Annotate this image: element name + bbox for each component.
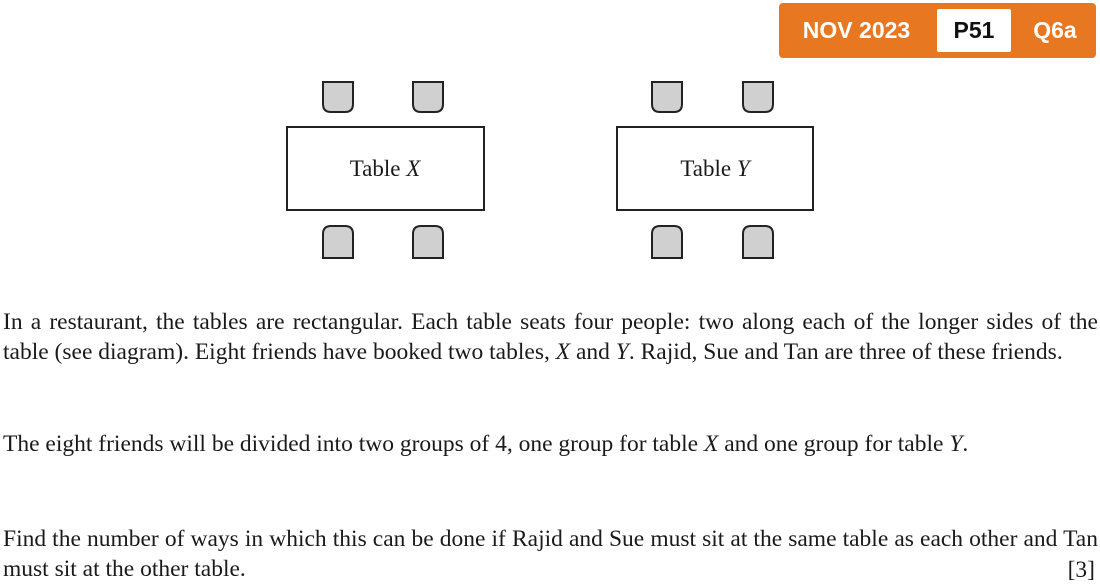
question-number: Q6a (1033, 17, 1077, 43)
intro-text-c: . Rajid, Sue and Tan are three of these friends. (628, 339, 1063, 365)
chair-icon (413, 226, 443, 258)
question-task-paragraph (3, 524, 1098, 584)
var-y: Y (615, 339, 629, 365)
svg-text:Table X (350, 156, 422, 181)
table-y-group (617, 82, 813, 258)
restaurant-tables-diagram (0, 0, 1100, 290)
table-x-variable: X (406, 156, 421, 181)
svg-text:Table Y (680, 156, 752, 181)
question-intro-paragraph (3, 307, 1098, 367)
chair-icon (652, 226, 682, 258)
var-y: Y (949, 431, 963, 457)
chair-icon (323, 82, 353, 112)
task-text: Find the number of ways in which this can be done if Rajid and Sue must sit at the same table as each other and Tan must sit at the other table. (3, 526, 1098, 582)
intro-text-b: and (570, 339, 616, 365)
grouping-text-b: and one group for table (718, 431, 950, 457)
exam-session: NOV 2023 (802, 17, 911, 43)
table-y-variable: Y (736, 156, 750, 181)
question-grouping-paragraph (3, 429, 1098, 459)
intro-text-a: In a restaurant, the tables are rectangular. Each table seats four people: two along each of the longer sides of the table (see diagram). Eight friends have booked two tables, (3, 309, 1098, 365)
grouping-text-c: . (962, 431, 969, 457)
marks-allocation: [3] (1067, 557, 1095, 583)
grouping-text-a: The eight friends will be divided into two groups of 4, one group for table (3, 431, 704, 457)
chair-icon (743, 226, 773, 258)
paper-code: P51 (937, 9, 1011, 52)
table-x-group (287, 82, 484, 258)
var-x: X (703, 431, 719, 457)
chair-icon (323, 226, 353, 258)
table-y-label: Table (680, 156, 737, 181)
table-x-label: Table (349, 156, 407, 181)
chair-icon (652, 82, 682, 112)
chair-icon (413, 82, 443, 112)
var-x: X (555, 339, 571, 365)
chair-icon (743, 82, 773, 112)
